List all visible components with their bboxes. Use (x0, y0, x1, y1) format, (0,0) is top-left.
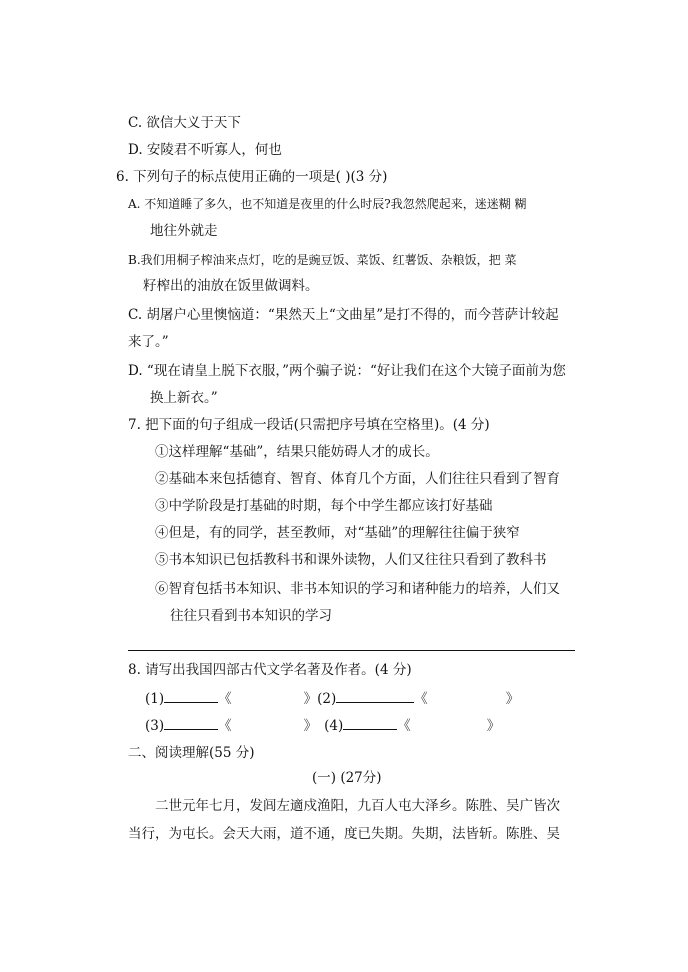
q8-author-blank-4[interactable] (343, 716, 397, 730)
q8-close-bracket-4: 》 (486, 718, 501, 734)
section2-title: 二、阅读理解(55 分) (128, 745, 255, 761)
q6-option-d-line2: 换上新衣。” (150, 390, 218, 406)
q7-answer-line (128, 650, 575, 651)
q6-option-d-line1: D. “现在请皇上脱下衣服，”两个骗子说：“好让我们在这个大镜子面前为您 (128, 363, 566, 379)
q7-item-6: ⑥智育包括书本知识、非书本知识的学习和诸种能力的培养，人们又 (155, 581, 560, 597)
q7-item-2: ②基础本来包括德育、智育、体育几个方面，人们往往只看到了智育 (155, 471, 560, 487)
q7-item-5: ⑤书本知识已包括教科书和课外读物，人们又往往只看到了教科书 (155, 552, 547, 568)
q8-number-3: (3) (145, 718, 165, 734)
passage-line-1: 二世元年七月，发闾左適戍渔阳，九百人屯大泽乡。陈胜、吴广皆次 (155, 798, 560, 814)
q8-row-2 (145, 716, 500, 735)
q8-number-4: (4) (324, 718, 344, 734)
q8-author-blank-3[interactable] (164, 716, 218, 730)
q6-option-a-line1: A. 不知道睡了多久，也不知道是夜里的什么时辰?我忽然爬起来，迷迷糊 糊 (128, 197, 527, 211)
q6-option-b-line2: 籽榨出的油放在饭里做调料。 (143, 278, 319, 294)
q8-close-bracket-1: 》 (303, 691, 318, 707)
q7-stem: 7. 把下面的句子组成一段话(只需把序号填在空格里)。(4 分) (128, 417, 490, 433)
q6-option-c-line1: C. 胡屠户心里懊恼道：“果然天上“文曲星”是打不得的，而今菩萨计较起 (128, 307, 559, 323)
q8-open-bracket-3: 《 (218, 718, 232, 734)
q8-author-blank-2[interactable] (336, 689, 414, 703)
q6-option-b-line1: B.我们用桐子榨油来点灯，吃的是豌豆饭、菜饭、红薯饭、杂粮饭，把 菜 (128, 253, 517, 267)
q6-stem: 6. 下列句子的标点使用正确的一项是( )(3 分) (116, 169, 388, 185)
q8-open-bracket-2: 《 (414, 691, 428, 707)
q8-number-2: (2) (317, 691, 337, 707)
q6-option-a-line2: 地往外就走 (150, 223, 218, 239)
q8-stem: 8. 请写出我国四部古代文学名著及作者。(4 分) (128, 662, 412, 678)
q8-close-bracket-2: 》 (505, 691, 520, 707)
q8-number-1: (1) (145, 691, 165, 707)
q8-close-bracket-3: 》 (303, 718, 318, 734)
q7-item-1: ①这样理解“基础”，结果只能妨碍人才的成长。 (155, 444, 439, 460)
q7-item-3: ③中学阶段是打基础的时期，每个中学生都应该打好基础 (155, 498, 493, 514)
passage-line-2: 当行，为屯长。会天大雨，道不通，度已失期。失期，法皆斩。陈胜、吴 (128, 826, 560, 842)
q8-open-bracket-4: 《 (397, 718, 411, 734)
section2-subtitle: (一) (27分) (312, 770, 382, 786)
q8-row-1 (145, 689, 519, 708)
q5-option-d: D. 安陵君不听寡人，何也 (128, 142, 282, 158)
q7-item-4: ④但是，有的同学，甚至教师，对“基础”的理解往往偏于狭窄 (155, 525, 520, 541)
q6-option-c-line2: 来了。” (128, 334, 169, 350)
q7-item-6-continued: 往往只看到书本知识的学习 (170, 608, 332, 624)
q5-option-c: C. 欲信大义于天下 (128, 115, 241, 131)
q8-author-blank-1[interactable] (164, 689, 218, 703)
q8-open-bracket-1: 《 (218, 691, 232, 707)
